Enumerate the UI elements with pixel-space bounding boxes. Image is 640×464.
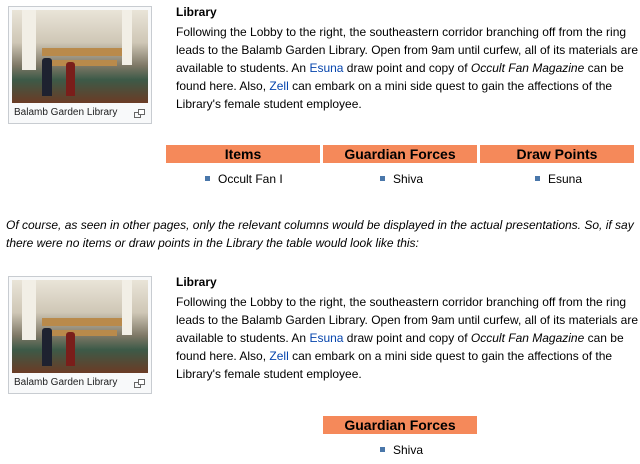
- items-column-header: Items: [166, 145, 320, 163]
- location-title: Library: [176, 5, 217, 19]
- location-thumbnail[interactable]: [8, 276, 152, 394]
- list-item: Esuna: [535, 172, 582, 186]
- image-caption: Balamb Garden Library: [14, 107, 118, 118]
- location-title: Library: [176, 275, 217, 289]
- image-caption: Balamb Garden Library: [14, 377, 118, 388]
- list-item: Occult Fan I: [205, 172, 283, 186]
- library-image[interactable]: [12, 10, 148, 103]
- zell-link[interactable]: Zell: [269, 349, 289, 363]
- location-description: Following the Lobby to the right, the southeastern corridor branching off from the ring leads to the Balamb Garden Library. Open from 9am until curfew, all of its materials are available to students. An Esuna draw point and copy of Occult Fan Magazine can be found here. Also, Zell can embark on a mini side quest to gain the affections of the Library's female student employee.: [176, 25, 638, 111]
- list-item: Shiva: [380, 172, 423, 186]
- guardian-forces-column-header: Guardian Forces: [323, 145, 477, 163]
- location-description: Following the Lobby to the right, the southeastern corridor branching off from the ring leads to the Balamb Garden Library. Open from 9am until curfew, all of its materials are available to students. An Esuna draw point and copy of Occult Fan Magazine can be found here. Also, Zell can embark on a mini side quest to gain the affections of the Library's female student employee.: [176, 295, 638, 381]
- bullet-icon: [535, 176, 540, 181]
- draw-points-column-header: Draw Points: [480, 145, 634, 163]
- esuna-link[interactable]: Esuna: [309, 61, 344, 75]
- enlarge-icon[interactable]: [134, 379, 145, 388]
- list-item: Shiva: [380, 443, 423, 457]
- bullet-icon: [380, 176, 385, 181]
- guardian-forces-column-header: Guardian Forces: [323, 416, 477, 434]
- library-image[interactable]: [12, 280, 148, 373]
- bullet-icon: [205, 176, 210, 181]
- explanatory-note: Of course, as seen in other pages, only the relevant columns would be displayed in the actual presentations. So, if say there were no items or draw points in the Library the table would look like this:: [6, 218, 634, 250]
- esuna-link[interactable]: Esuna: [309, 331, 344, 345]
- bullet-icon: [380, 447, 385, 452]
- enlarge-icon[interactable]: [134, 109, 145, 118]
- zell-link[interactable]: Zell: [269, 79, 289, 93]
- location-thumbnail[interactable]: [8, 6, 152, 124]
